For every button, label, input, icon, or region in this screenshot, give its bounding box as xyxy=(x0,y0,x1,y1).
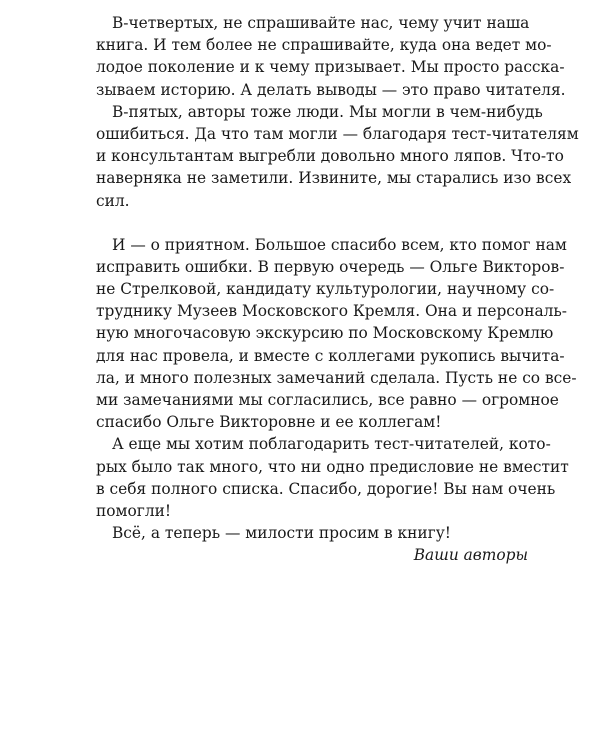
signature: Ваши авторы xyxy=(413,546,528,565)
text-line: А еще мы хотим поблагодарить тест-читателей, кото- xyxy=(112,435,551,454)
text-line: наверняка не заметили. Извините, мы старались изо всех xyxy=(96,169,572,188)
text-line: книга. И тем более не спрашивайте, куда она ведет мо- xyxy=(96,36,552,55)
paragraph-test-readers xyxy=(96,433,569,522)
text-line: не Стрелковой, кандидату культурологии, научному со- xyxy=(96,280,555,299)
paragraph-fourthly xyxy=(96,12,566,101)
paragraph-welcome xyxy=(96,522,528,544)
text-line: ла, и много полезных замечаний сделала. Пусть не со все- xyxy=(96,368,577,387)
text-line: Всё, а теперь — милости просим в книгу! xyxy=(112,524,451,543)
text-line: ми замечаниями мы согласились, все равно — огромное xyxy=(96,391,559,409)
text-line: и консультантам выгребли довольно много ляпов. Что-то xyxy=(96,147,564,166)
text-line: помогли! xyxy=(96,501,172,520)
text-line: для нас провела, и вместе с коллегами рукопись вычита- xyxy=(96,346,565,365)
text-line: зываем историю. А делать выводы — это право читателя. xyxy=(96,80,566,99)
text-line: труднику Музеев Московского Кремля. Она и персональ- xyxy=(96,302,567,321)
paragraph-fifthly xyxy=(96,101,579,212)
text-line: В-четвертых, не спрашивайте нас, чему учит наша xyxy=(112,14,530,32)
text-line: рых было так много, что ни одно предисловие не вместит xyxy=(96,457,569,476)
text-line: ошибиться. Да что там могли — благодаря тест-читателям xyxy=(96,124,579,143)
paragraph-thanks xyxy=(96,234,577,434)
text-line: ную многочасовую экскурсию по Московскому Кремлю xyxy=(96,324,554,343)
text-line: сил. xyxy=(96,191,130,210)
text-line: лодое поколение и к чему призывает. Мы просто расска- xyxy=(96,58,565,77)
document-page xyxy=(96,12,579,567)
text-line: И — о приятном. Большое спасибо всем, кто помог нам xyxy=(112,235,567,254)
text-line: спасибо Ольге Викторовне и ее коллегам! xyxy=(96,413,442,432)
section-spacer xyxy=(96,212,528,234)
text-line: в себя полного списка. Спасибо, дорогие! Вы нам очень xyxy=(96,479,556,498)
text-line: В-пятых, авторы тоже люди. Мы могли в чем-нибудь xyxy=(112,102,543,121)
text-line: исправить ошибки. В первую очередь — Ольге Викторов- xyxy=(96,257,565,276)
